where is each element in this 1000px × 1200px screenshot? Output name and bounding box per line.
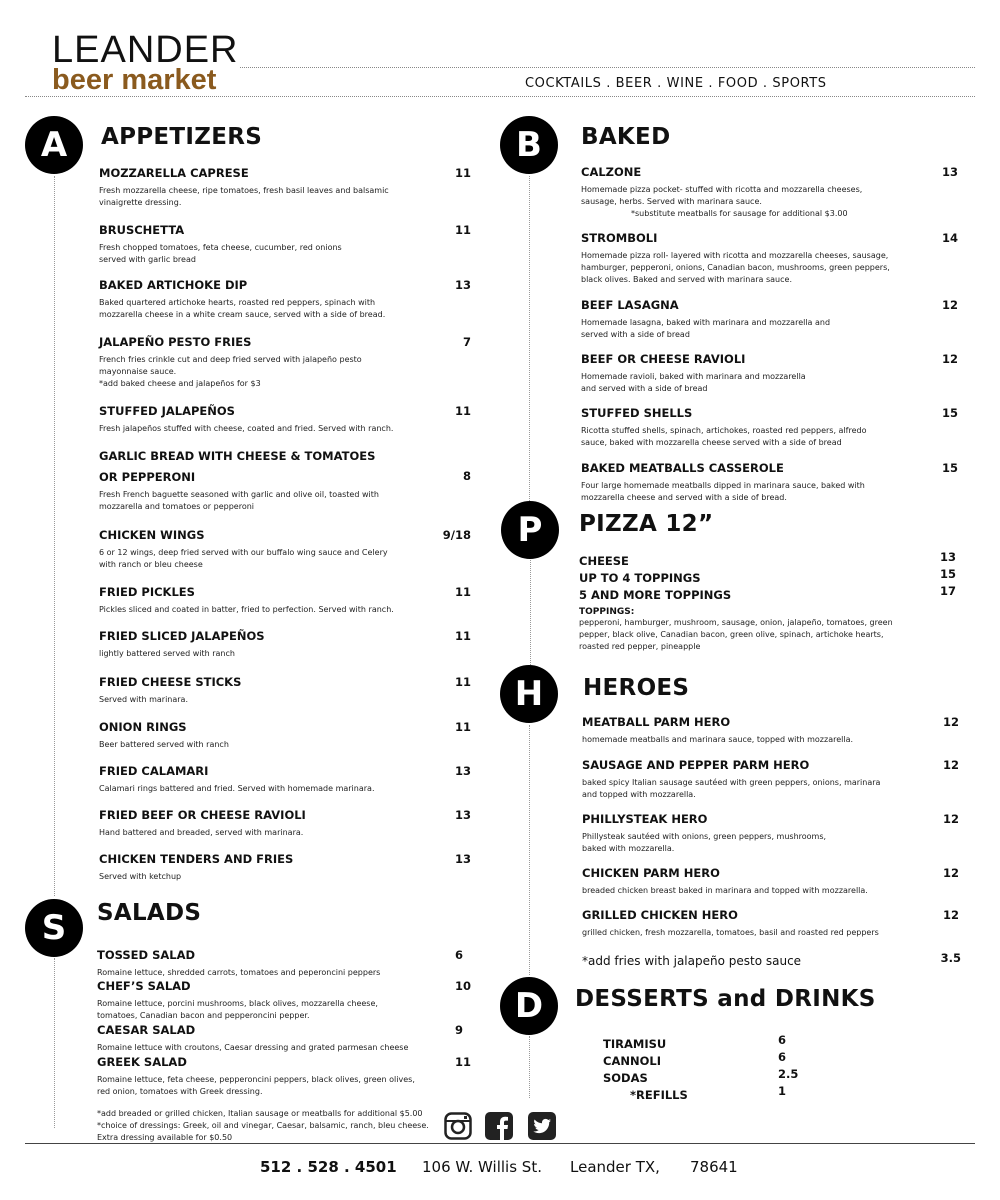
salads-note: *add breaded or grilled chicken, Italian sausage or meatballs for additional $5.00 xyxy=(97,1109,423,1118)
footer-address: 106 W. Willis St. xyxy=(422,1158,542,1176)
item-price: 11 xyxy=(454,1055,471,1069)
menu-item-caesar-salad xyxy=(97,1023,479,1054)
menu-item-stuffed-jalapenos xyxy=(99,404,479,435)
item-description: homemade meatballs and marinara sauce, topped with mozzarella. xyxy=(582,735,854,744)
footer-phone: 512 . 528 . 4501 xyxy=(260,1158,397,1176)
item-price: 12 xyxy=(942,812,959,826)
item-name: BEEF LASAGNA xyxy=(581,298,679,312)
item-price: 12 xyxy=(941,352,958,366)
item-price: 11 xyxy=(454,404,471,418)
item-description: Served with ketchup xyxy=(99,872,182,881)
dessert-row xyxy=(603,1067,803,1084)
item-price: 13 xyxy=(454,808,471,822)
item-description: Homemade lasagna, baked with marinara and mozzarella and served with a side of bread xyxy=(581,318,831,339)
menu-item-sausage-pepper-parm-hero xyxy=(582,758,962,801)
baked-badge: B xyxy=(500,116,558,174)
menu-item-chefs-salad xyxy=(97,979,479,1022)
item-name: CALZONE xyxy=(581,165,642,179)
item-description: Romaine lettuce with croutons, Caesar dressing and grated parmesan cheese xyxy=(97,1043,409,1052)
header-divider-top xyxy=(240,67,975,68)
item-description: Fresh mozzarella cheese, ripe tomatoes, fresh basil leaves and balsamic vinaigrette dressing. xyxy=(99,186,389,207)
menu-item-onion-rings xyxy=(99,720,479,751)
item-price: 12 xyxy=(942,908,959,922)
salads-notes xyxy=(97,1108,437,1144)
twitter-icon[interactable] xyxy=(528,1112,556,1140)
dessert-row xyxy=(603,1050,803,1067)
item-price: 11 xyxy=(454,585,471,599)
item-name: SAUSAGE AND PEPPER PARM HERO xyxy=(582,758,810,772)
menu-item-fried-calamari xyxy=(99,764,479,795)
menu-item-greek-salad xyxy=(97,1055,479,1098)
item-description: Homemade ravioli, baked with marinara and mozzarella and served with a side of bread xyxy=(581,372,806,393)
item-name: STUFFED SHELLS xyxy=(581,406,693,420)
item-description: Beer battered served with ranch xyxy=(99,740,229,749)
item-price: 13 xyxy=(941,165,958,179)
item-description: lightly battered served with ranch xyxy=(99,649,235,658)
item-name: CANNOLI xyxy=(603,1054,661,1068)
item-price: 13 xyxy=(939,550,956,564)
item-name: GARLIC BREAD WITH CHEESE & TOMATOES xyxy=(99,449,376,463)
item-name: CHICKEN PARM HERO xyxy=(582,866,720,880)
item-description: Fresh French baguette seasoned with garlic and olive oil, toasted with mozzarella and tomatoes or pepperoni xyxy=(99,490,379,511)
menu-item-stuffed-shells xyxy=(581,406,961,449)
item-price: 17 xyxy=(939,584,956,598)
item-name: GRILLED CHICKEN HERO xyxy=(582,908,738,922)
desserts-list xyxy=(603,1033,803,1101)
item-price: 2.5 xyxy=(778,1067,799,1081)
item-description: Romaine lettuce, porcini mushrooms, black olives, mozzarella cheese, tomatoes, Canadian bacon and pepperoncini pepper. xyxy=(97,999,378,1020)
item-price: 6 xyxy=(778,1050,787,1064)
item-name: 5 AND MORE TOPPINGS xyxy=(579,588,732,602)
footer-zip: 78641 xyxy=(690,1158,738,1176)
addon-text: *add fries with jalapeño pesto sauce xyxy=(582,954,802,968)
header-divider-bottom xyxy=(25,96,975,97)
item-price: 15 xyxy=(941,461,958,475)
item-price: 12 xyxy=(942,758,959,772)
item-price: 8 xyxy=(462,469,471,483)
salads-badge: S xyxy=(25,899,83,957)
menu-item-garlic-bread xyxy=(99,449,479,513)
menu-item-fried-cheese-sticks xyxy=(99,675,479,706)
item-description: Fresh jalapeños stuffed with cheese, coated and fried. Served with ranch. xyxy=(99,424,394,433)
item-price: 12 xyxy=(942,715,959,729)
dessert-row xyxy=(603,1033,803,1050)
footer-divider xyxy=(25,1143,975,1144)
item-name: FRIED SLICED JALAPEÑOS xyxy=(99,629,265,643)
menu-item-grilled-chicken-hero xyxy=(582,908,962,939)
instagram-icon[interactable] xyxy=(444,1112,472,1140)
pizza-row xyxy=(579,584,961,601)
appetizers-badge: A xyxy=(25,116,83,174)
item-price: 11 xyxy=(454,675,471,689)
item-name: STROMBOLI xyxy=(581,231,658,245)
item-name: GREEK SALAD xyxy=(97,1055,187,1069)
menu-item-stromboli xyxy=(581,231,961,286)
pizza-toppings xyxy=(579,607,909,653)
item-description: Four large homemade meatballs dipped in marinara sauce, baked with mozzarella cheese and served with a side of bread. xyxy=(581,481,865,502)
heroes-divider xyxy=(529,725,530,975)
item-price: 11 xyxy=(454,166,471,180)
item-price: 11 xyxy=(454,629,471,643)
item-name: FRIED CALAMARI xyxy=(99,764,209,778)
menu-item-baked-artichoke-dip xyxy=(99,278,479,321)
desserts-badge: D xyxy=(500,977,558,1035)
baked-heading: BAKED xyxy=(581,124,671,150)
addon-price: 3.5 xyxy=(940,951,961,965)
item-description: Pickles sliced and coated in batter, fried to perfection. Served with ranch. xyxy=(99,605,394,614)
item-description: Baked quartered artichoke hearts, roasted red peppers, spinach with mozzarella cheese in a white cream sauce, served with a side of bread. xyxy=(99,298,386,319)
heroes-badge: H xyxy=(500,665,558,723)
item-name: ONION RINGS xyxy=(99,720,187,734)
menu-item-jalapeno-pesto-fries xyxy=(99,335,479,390)
item-name: MEATBALL PARM HERO xyxy=(582,715,731,729)
item-note: *substitute meatballs for sausage for additional $3.00 xyxy=(631,209,848,218)
salads-note: Extra dressing available for $0.50 xyxy=(97,1133,233,1142)
item-description: Ricotta stuffed shells, spinach, artichokes, roasted red peppers, alfredo sauce, baked with mozzarella cheese served with a side of bread xyxy=(581,426,867,447)
menu-item-fried-pickles xyxy=(99,585,479,616)
item-price: 14 xyxy=(941,231,958,245)
appetizers-heading: APPETIZERS xyxy=(101,124,263,150)
item-name: PHILLYSTEAK HERO xyxy=(582,812,708,826)
item-price: 6 xyxy=(778,1033,787,1047)
salads-divider xyxy=(54,958,55,1128)
item-price: 1 xyxy=(778,1084,787,1098)
item-description: baked spicy Italian sausage sautéed with green peppers, onions, marinara and topped with mozzarella. xyxy=(582,778,881,799)
item-description: Homemade pizza pocket- stuffed with ricotta and mozzarella cheeses, sausage, herbs. Served with marinara sauce. xyxy=(581,185,863,206)
menu-item-beef-lasagna xyxy=(581,298,961,341)
item-price: 10 xyxy=(454,979,471,993)
item-price: 9 xyxy=(454,1023,463,1037)
item-price: 13 xyxy=(454,852,471,866)
item-price: 11 xyxy=(454,720,471,734)
logo-line-2: beer market xyxy=(52,64,217,96)
item-name: *REFILLS xyxy=(630,1088,688,1102)
pizza-row xyxy=(579,567,961,584)
item-name: UP TO 4 TOPPINGS xyxy=(579,571,701,585)
item-name: BAKED ARTICHOKE DIP xyxy=(99,278,248,292)
item-price: 9/18 xyxy=(442,528,471,542)
footer-city: Leander TX, xyxy=(570,1158,660,1176)
item-name: FRIED PICKLES xyxy=(99,585,195,599)
item-price: 15 xyxy=(941,406,958,420)
item-name: JALAPEÑO PESTO FRIES xyxy=(99,335,252,349)
logo-line-1: LEANDER xyxy=(52,29,239,71)
item-name: CHICKEN TENDERS AND FRIES xyxy=(99,852,294,866)
menu-item-tossed-salad xyxy=(97,948,479,979)
item-name: TIRAMISU xyxy=(603,1037,667,1051)
item-name: CHEF’S SALAD xyxy=(97,979,191,993)
item-name: CAESAR SALAD xyxy=(97,1023,196,1037)
item-name: BRUSCHETTA xyxy=(99,223,185,237)
item-name: STUFFED JALAPEÑOS xyxy=(99,404,235,418)
dessert-row xyxy=(603,1084,803,1101)
item-name: MOZZARELLA CAPRESE xyxy=(99,166,249,180)
menu-item-mozzarella-caprese xyxy=(99,166,479,209)
menu-item-bruschetta xyxy=(99,223,479,266)
desserts-divider xyxy=(529,1036,530,1098)
toppings-label: TOPPINGS: xyxy=(579,607,635,617)
menu-item-chicken-tenders xyxy=(99,852,479,883)
item-description: Romaine lettuce, shredded carrots, tomatoes and peperoncini peppers xyxy=(97,968,381,977)
item-price: 11 xyxy=(454,223,471,237)
item-price: 6 xyxy=(454,948,463,962)
item-description: Calamari rings battered and fried. Served with homemade marinara. xyxy=(99,784,375,793)
item-description: Phillysteak sautéed with onions, green peppers, mushrooms, baked with mozzarella. xyxy=(582,832,827,853)
menu-item-meatballs-casserole xyxy=(581,461,961,504)
menu-item-fried-sliced-jalapenos xyxy=(99,629,479,660)
pizza-row xyxy=(579,550,961,567)
salads-note: *choice of dressings: Greek, oil and vinegar, Caesar, balsamic, ranch, bleu cheese. xyxy=(97,1121,429,1130)
item-name: CHICKEN WINGS xyxy=(99,528,205,542)
item-description: Hand battered and breaded, served with marinara. xyxy=(99,828,304,837)
item-name: CHEESE xyxy=(579,554,629,568)
item-name-line-2: OR PEPPERONI xyxy=(99,470,196,484)
item-price: 13 xyxy=(454,764,471,778)
item-description: Homemade pizza roll- layered with ricotta and mozzarella cheeses, sausage, hamburger, pepperoni, onions, Canadian bacon, mushrooms, green peppers, black olives. Baked and served with marinara sauce. xyxy=(581,251,890,284)
item-note: *add baked cheese and jalapeños for $3 xyxy=(99,379,261,388)
item-name: TOSSED SALAD xyxy=(97,948,196,962)
header-nav: COCKTAILS . BEER . WINE . FOOD . SPORTS xyxy=(525,76,827,91)
salads-heading: SALADS xyxy=(97,900,202,926)
menu-item-phillysteak-hero xyxy=(582,812,962,855)
menu-item-chicken-parm-hero xyxy=(582,866,962,897)
item-price: 13 xyxy=(454,278,471,292)
menu-item-fried-ravioli xyxy=(99,808,479,839)
item-description: breaded chicken breast baked in marinara and topped with mozzarella. xyxy=(582,886,868,895)
item-description: French fries crinkle cut and deep fried served with jalapeño pesto mayonnaise sauce. xyxy=(99,355,362,376)
menu-item-chicken-wings xyxy=(99,528,479,571)
item-name: SODAS xyxy=(603,1071,648,1085)
item-price: 15 xyxy=(939,567,956,581)
item-price: 12 xyxy=(942,866,959,880)
item-description: 6 or 12 wings, deep fried served with our buffalo wing sauce and Celery with ranch or bleu cheese xyxy=(99,548,388,569)
item-price: 7 xyxy=(462,335,471,349)
item-name: FRIED CHEESE STICKS xyxy=(99,675,242,689)
heroes-addon xyxy=(582,950,962,969)
item-name: BAKED MEATBALLS CASSEROLE xyxy=(581,461,784,475)
pizza-size-list xyxy=(579,550,961,601)
item-description: Romaine lettuce, feta cheese, pepperoncini peppers, black olives, green olives, red onion, tomatoes with Greek dressing. xyxy=(97,1075,415,1096)
toppings-list: pepperoni, hamburger, mushroom, sausage, onion, jalapeño, tomatoes, green pepper, black olive, Canadian bacon, green olive, spinach, artichoke hearts, roasted red pepper, pineapple xyxy=(579,618,893,651)
pizza-heading: PIZZA 12” xyxy=(579,511,714,537)
item-name: BEEF OR CHEESE RAVIOLI xyxy=(581,352,746,366)
item-name: FRIED BEEF OR CHEESE RAVIOLI xyxy=(99,808,306,822)
item-description: Served with marinara. xyxy=(99,695,188,704)
menu-item-beef-cheese-ravioli xyxy=(581,352,961,395)
facebook-icon[interactable] xyxy=(485,1112,513,1140)
baked-divider xyxy=(529,176,530,501)
item-price: 12 xyxy=(941,298,958,312)
pizza-badge: P xyxy=(501,501,559,559)
item-description: grilled chicken, fresh mozzarella, tomatoes, basil and roasted red peppers xyxy=(582,928,879,937)
heroes-heading: HEROES xyxy=(583,675,690,701)
appetizers-divider xyxy=(54,176,55,896)
menu-item-calzone xyxy=(581,165,961,220)
pizza-divider xyxy=(530,560,531,665)
item-description: Fresh chopped tomatoes, feta cheese, cucumber, red onions served with garlic bread xyxy=(99,243,342,264)
menu-item-meatball-parm-hero xyxy=(582,715,962,746)
desserts-heading: DESSERTS and DRINKS xyxy=(575,986,876,1012)
